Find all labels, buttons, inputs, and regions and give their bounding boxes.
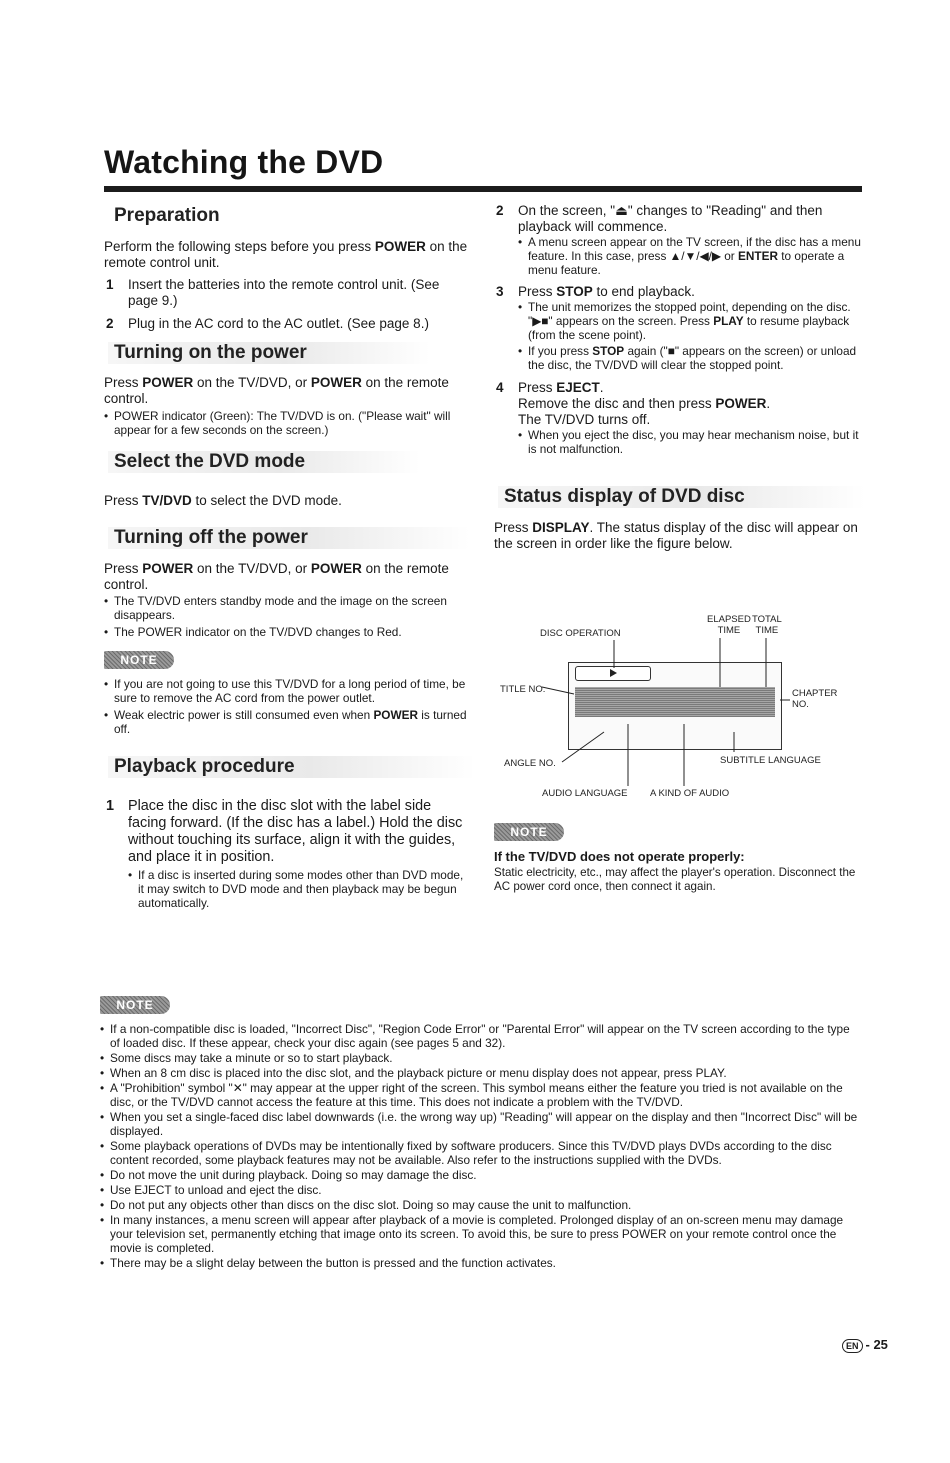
text: on the remote control.: [104, 375, 449, 406]
step-text: Plug in the AC cord to the AC outlet. (See page 8.): [128, 316, 429, 331]
step-number: 1: [106, 277, 114, 292]
bottom-note-item: • Do not put any objects other than discs on the disc slot. Doing so may cause the unit to malfunction.: [100, 1198, 860, 1212]
angle-no-label: ANGLE NO.: [504, 758, 556, 769]
turning-off-note-1: • If you are not going to use this TV/DVD for a long period of time, be sure to remove the AC cord from the power outlet.: [104, 677, 469, 705]
power-bold: POWER: [374, 239, 426, 254]
playback-step-2: [494, 203, 862, 235]
text: to resume playback (from the scene point).: [528, 314, 850, 342]
turning-off-text: [104, 561, 469, 593]
right-column: [494, 203, 862, 552]
audio-language-label: AUDIO LANGUAGE: [542, 788, 628, 799]
step-2-bullet: [518, 235, 862, 277]
diagram-lines: [494, 612, 864, 802]
trouble-text: Static electricity, etc., may affect the player's operation. Disconnect the AC power cord once, then connect it again.: [494, 866, 856, 893]
bottom-note-item: • A "Prohibition" symbol "✕" may appear at the upper right of the screen. This symbol means either the feature you tried is not available on the disc, or the TV/DVD cannot access the feature at this time. This does not indicate a problem with the TV/DVD.: [100, 1081, 860, 1109]
bottom-note-item: • Some discs may take a minute or so to start playback.: [100, 1051, 860, 1065]
page-number-text: - 25: [865, 1337, 888, 1352]
preparation-intro: [104, 239, 469, 271]
bottom-note-item: • When an 8 cm disc is placed into the disc slot, and the playback picture or menu display does not appear, press PLAY.: [100, 1066, 860, 1080]
text: Press: [104, 375, 143, 390]
kind-of-audio-label: A KIND OF AUDIO: [650, 788, 730, 799]
text: . The status display of the disc will appear on the screen in order like the figure below.: [494, 520, 858, 551]
trouble-heading: If the TV/DVD does not operate properly:: [494, 849, 745, 864]
text: to select the DVD mode.: [191, 493, 342, 508]
power-bold: POWER: [142, 561, 194, 576]
text: to operate a menu feature.: [528, 249, 845, 277]
playback-step-4: [494, 380, 862, 396]
bottom-notes: [100, 996, 860, 1270]
text: Press: [104, 493, 143, 508]
preparation-intro-text-2: on the remote control unit.: [104, 239, 468, 270]
power-bold: POWER: [142, 375, 194, 390]
text: Press: [104, 561, 143, 576]
subtitle-language-label: SUBTITLE LANGUAGE: [720, 755, 821, 766]
playback-bullet: • If a disc is inserted during some modes other than DVD mode, it may switch to DVD mode and then playback may be begun automatically.: [128, 868, 469, 910]
text: is turned off.: [114, 708, 467, 736]
preparation-intro-text: Perform the following steps before you press: [104, 239, 375, 254]
total-time-label: TOTAL TIME: [752, 614, 782, 636]
bottom-note-item: • If a non-compatible disc is loaded, "Incorrect Disc", "Region Code Error" or "Parental Error" will appear on the TV screen according to the type of loaded disc. If these appear, check your disc again (see pages 5 and 32).: [100, 1022, 860, 1050]
trouble-note: [494, 823, 862, 894]
enter-bold: ENTER: [738, 249, 778, 263]
left-column: [104, 200, 469, 910]
display-bold: DISPLAY: [532, 520, 590, 535]
en-badge: EN: [842, 1339, 863, 1353]
stop-bold: STOP: [556, 284, 593, 299]
playback-heading: Playback procedure: [108, 756, 475, 778]
preparation-step-1: [104, 277, 469, 309]
step-3-bullet-2: [518, 344, 862, 372]
playback-step-1: [104, 798, 469, 866]
turning-off-bullet-2: • The POWER indicator on the TV/DVD changes to Red.: [104, 625, 469, 639]
text: on the TV/DVD, or: [193, 375, 311, 390]
text: Weak electric power is still consumed even when: [114, 708, 374, 722]
select-mode-text: [104, 493, 469, 509]
bottom-note-item: • Use EJECT to unload and eject the disc.: [100, 1183, 860, 1197]
turning-off-note-2: [104, 708, 469, 736]
title-no-label: TITLE NO.: [500, 684, 546, 695]
power-bold: POWER: [715, 396, 767, 411]
turning-off-heading: Turning off the power: [108, 527, 470, 549]
page-title: Watching the DVD: [104, 144, 384, 180]
note-badge: NOTE: [104, 651, 174, 669]
tv-dvd-bold: TV/DVD: [142, 493, 192, 508]
text: again ("■" appears on the screen) or unload the disc, the TV/DVD will clear the stopped point.: [528, 344, 857, 372]
text: A menu screen appear on the TV screen, if the disc has a menu feature. In this case, press ▲/▼/◀/▶ or: [528, 235, 861, 263]
bottom-notes-list: [100, 1022, 860, 1270]
status-heading: Status display of DVD disc: [498, 486, 865, 508]
disc-operation-label: DISC OPERATION: [540, 628, 621, 639]
text: Remove the disc and then press: [518, 396, 716, 411]
turning-on-heading: Turning on the power: [108, 342, 430, 364]
step-4-line-2: [494, 396, 862, 412]
preparation-step-2: [104, 316, 469, 332]
eject-bold: EJECT: [556, 380, 600, 395]
step-text: Place the disc in the disc slot with the label side facing forward. (If the disc has a label.) Hold the disc without touching its surface, align it with the guides, and place it in position.: [128, 798, 463, 865]
note-badge: NOTE: [100, 996, 170, 1014]
title-rule: [104, 186, 862, 192]
note-badge: NOTE: [494, 823, 564, 841]
text: on the TV/DVD, or: [193, 561, 311, 576]
step-3-bullet-1: [518, 300, 862, 342]
step-number: 3: [496, 284, 504, 299]
bottom-note-item: • There may be a slight delay between the button is pressed and the function activates.: [100, 1256, 860, 1270]
turning-off-bullet-1: • The TV/DVD enters standby mode and the image on the screen disappears.: [104, 594, 469, 622]
elapsed-time-label: ELAPSED TIME: [707, 614, 751, 636]
chapter-no-label: CHAPTER NO.: [792, 688, 838, 710]
bottom-note-item: • Do not move the unit during playback. Doing so may damage the disc.: [100, 1168, 860, 1182]
bottom-note-item: • When you set a single-faced disc label downwards (i.e. the wrong way up) "Reading" will appear on the display and then "Incorrect Disc" will be displayed.: [100, 1110, 860, 1138]
text: to end playback.: [592, 284, 695, 299]
text: .: [766, 396, 771, 411]
step-4-bullet: • When you eject the disc, you may hear mechanism noise, but it is not malfunction.: [518, 428, 862, 456]
text: .: [599, 380, 604, 395]
step-4-line-3: The TV/DVD turns off.: [518, 412, 651, 427]
text: The unit memorizes the stopped point, depending on the disc. "▶■" appears on the screen. Press: [528, 300, 851, 328]
preparation-heading: Preparation: [114, 205, 220, 226]
step-text: On the screen, "⏏" changes to "Reading" and then playback will commence.: [518, 203, 823, 234]
power-bold: POWER: [310, 561, 362, 576]
status-text: [494, 520, 862, 552]
step-number: 2: [106, 316, 114, 331]
play-bold: PLAY: [713, 314, 744, 328]
text: Press: [494, 520, 533, 535]
step-number: 4: [496, 380, 504, 395]
page-number: [842, 1337, 888, 1353]
step-number: 2: [496, 203, 504, 218]
step-number: 1: [106, 798, 115, 814]
text: on the remote control.: [104, 561, 449, 592]
playback-step-3: [494, 284, 862, 300]
status-diagram: [494, 612, 864, 802]
bottom-note-item: • In many instances, a menu screen will appear after playback of a movie is completed. Prolonged display of an on-screen menu may damage your television set, permanently etching that image onto its screen. To avoid this, be sure to press POWER on your remote control once the movie is completed.: [100, 1213, 860, 1255]
select-mode-heading: Select the DVD mode: [108, 451, 420, 473]
turning-on-bullet: • POWER indicator (Green): The TV/DVD is on. ("Please wait" will appear for a few seconds on the screen.): [104, 409, 469, 437]
power-bold: POWER: [373, 708, 419, 722]
turning-on-text: [104, 375, 469, 407]
text: If you press: [528, 344, 593, 358]
step-text: Insert the batteries into the remote control unit. (See page 9.): [128, 277, 440, 308]
text: Press: [518, 380, 557, 395]
stop-bold: STOP: [592, 344, 625, 358]
text: Press: [518, 284, 557, 299]
bottom-note-item: • Some playback operations of DVDs may be intentionally fixed by software producers. Since this TV/DVD plays DVDs according to the disc content recorded, some playback features may not be available. Also refer to the instructions supplied with the DVDs.: [100, 1139, 860, 1167]
power-bold: POWER: [310, 375, 362, 390]
